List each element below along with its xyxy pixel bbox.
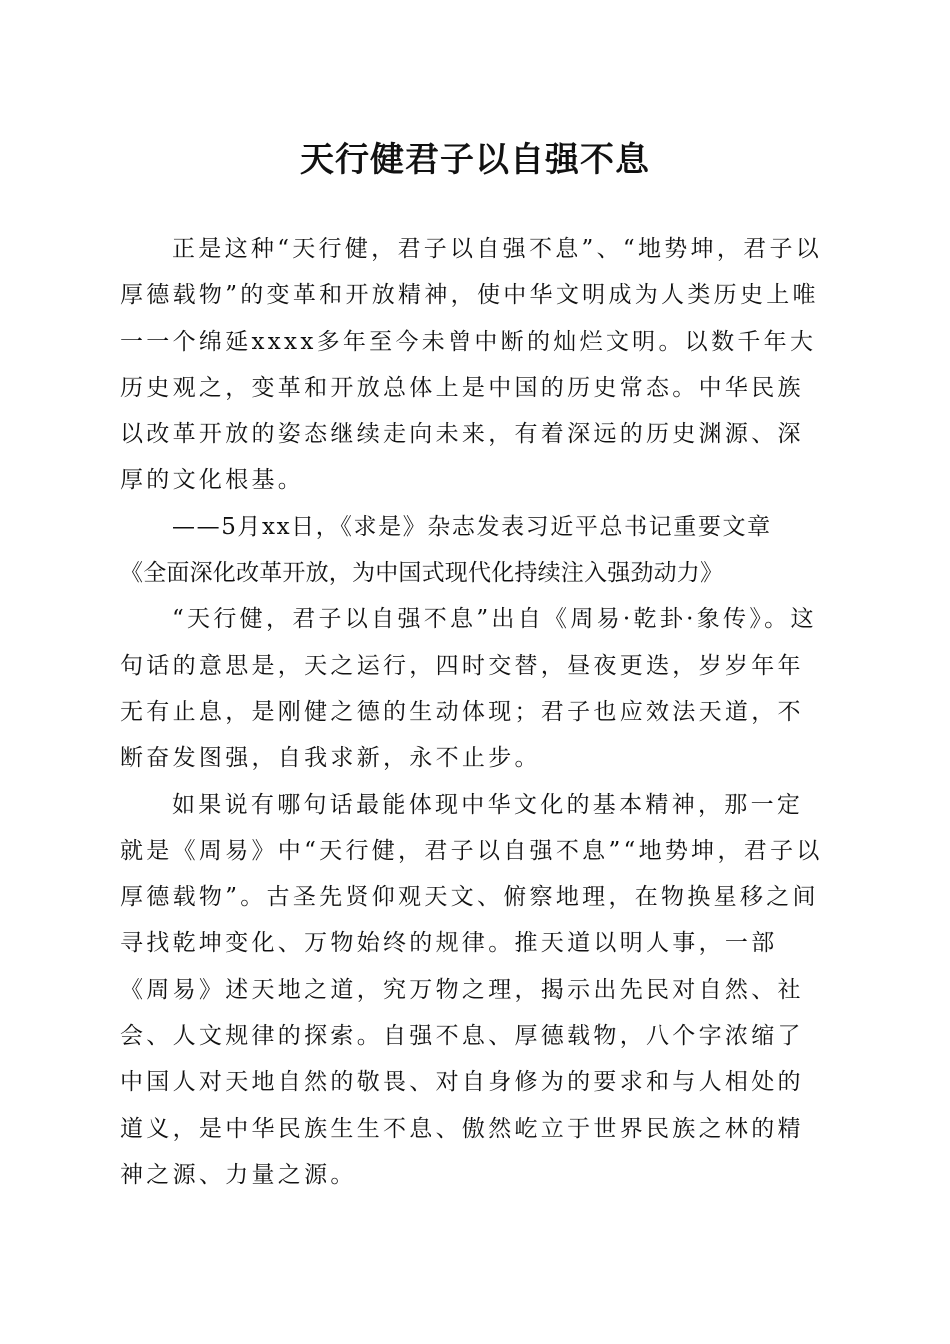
paragraph-1: 正是这种“天行健，君子以自强不息”、“地势坤，君子以厚德载物”的变革和开放精神，使中华文明成为人类历史上唯一一个绵延xxxx多年至今未曾中断的灿烂文明。以数千年大历史观之，变革和开放总体上是中国的历史常态。中华民族以改革开放的姿态继续走向未来，有着深远的历史渊源、深厚的文化根基。 xyxy=(120,236,823,494)
source-citation-line-2: 《全面深化改革开放，为中国式现代化持续注入强劲动力》 xyxy=(120,560,724,587)
document-body xyxy=(120,226,824,1198)
paragraph-3: 如果说有哪句话最能体现中华文化的基本精神，那一定就是《周易》中“天行健，君子以自强不息”“地势坤，君子以厚德载物”。古圣先贤仰观天文、俯察地理，在物换星移之间寻找乾坤变化、万物始终的规律。推天道以明人事，一部《周易》述天地之道，究万物之理，揭示出先民对自然、社会、人文规律的探索。自强不息、厚德载物，八个字浓缩了中国人对天地自然的敬畏、对自身修为的要求和与人相处的道义，是中华民族生生不息、傲然屹立于世界民族之林的精神之源、力量之源。 xyxy=(120,791,823,1188)
document-title: 天行健君子以自强不息 xyxy=(300,140,650,180)
paragraph-2: “天行健，君子以自强不息”出自《周易·乾卦·象传》。这句话的意思是，天之运行，四时交替，昼夜更迭，岁岁年年无有止息，是刚健之德的生动体现；君子也应效法天道，不断奋发图强，自我求新，永不止步。 xyxy=(120,606,817,772)
source-citation-line-1: ——5月xx日，《求是》杂志发表习近平总书记重要文章 xyxy=(172,513,772,540)
